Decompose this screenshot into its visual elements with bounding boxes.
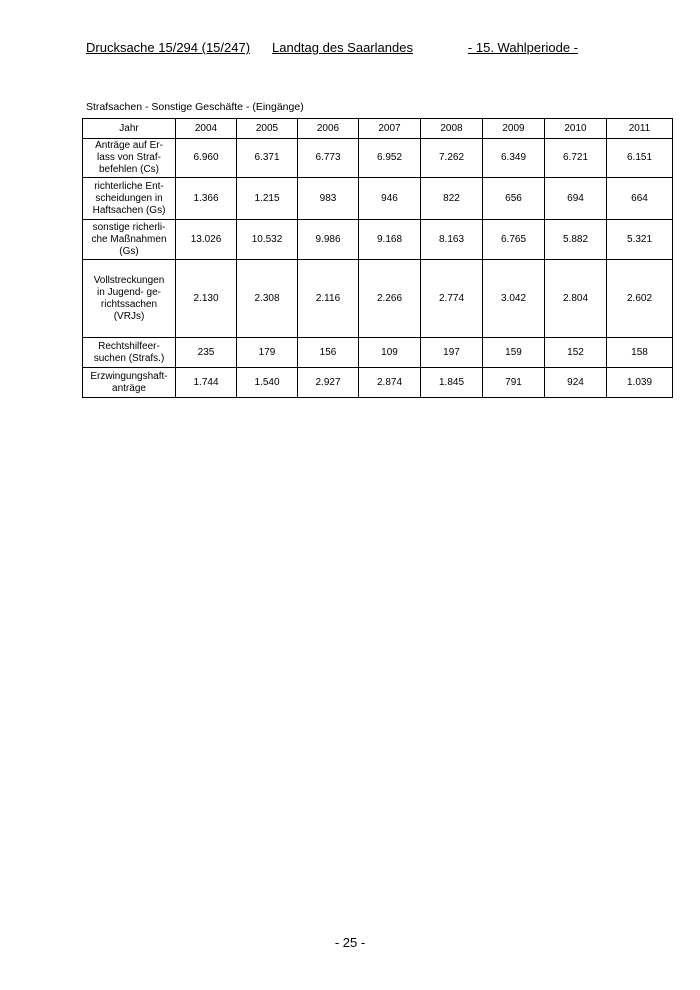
table-cell: 6.765 — [483, 220, 545, 260]
table-cell: 156 — [298, 338, 359, 368]
table-cell: 664 — [607, 178, 673, 220]
table-cell: 656 — [483, 178, 545, 220]
table-cell: 5.321 — [607, 220, 673, 260]
table-cell: 9.986 — [298, 220, 359, 260]
row-label: richterliche Ent- scheidungen in Haftsachen (Gs) — [83, 178, 176, 220]
column-header-year: 2008 — [421, 119, 483, 139]
table-cell: 109 — [359, 338, 421, 368]
header-legislative-period: - 15. Wahlperiode - — [467, 40, 578, 55]
table-cell: 2.804 — [545, 260, 607, 338]
table-cell: 7.262 — [421, 139, 483, 178]
table-cell: 6.371 — [237, 139, 298, 178]
table-cell: 2.130 — [176, 260, 237, 338]
page-number: - 25 - — [334, 935, 366, 950]
table-cell: 179 — [237, 338, 298, 368]
row-label: Erzwingungshaft- anträge — [83, 368, 176, 398]
table-cell: 235 — [176, 338, 237, 368]
table-cell: 1.744 — [176, 368, 237, 398]
row-label: sonstige richerli- che Maßnahmen (Gs) — [83, 220, 176, 260]
table-cell: 2.266 — [359, 260, 421, 338]
table-cell: 2.774 — [421, 260, 483, 338]
statistics-table — [82, 118, 673, 398]
table-cell: 6.151 — [607, 139, 673, 178]
page-header — [86, 40, 578, 60]
column-header-label: Jahr — [83, 119, 176, 139]
table-cell: 3.042 — [483, 260, 545, 338]
header-parliament: Landtag des Saarlandes — [272, 40, 413, 55]
table-header-row — [83, 119, 673, 139]
table-cell: 1.845 — [421, 368, 483, 398]
column-header-year: 2006 — [298, 119, 359, 139]
table-cell: 6.773 — [298, 139, 359, 178]
table-row — [83, 260, 673, 338]
table-row — [83, 368, 673, 398]
table-cell: 6.952 — [359, 139, 421, 178]
table-cell: 1.540 — [237, 368, 298, 398]
column-header-year: 2007 — [359, 119, 421, 139]
table-cell: 946 — [359, 178, 421, 220]
table-cell: 2.602 — [607, 260, 673, 338]
column-header-year: 2009 — [483, 119, 545, 139]
table-cell: 152 — [545, 338, 607, 368]
table-row — [83, 139, 673, 178]
table-cell: 10.532 — [237, 220, 298, 260]
table-cell: 924 — [545, 368, 607, 398]
table-cell: 1.039 — [607, 368, 673, 398]
table-cell: 983 — [298, 178, 359, 220]
table-cell: 13.026 — [176, 220, 237, 260]
table-cell: 9.168 — [359, 220, 421, 260]
table-cell: 2.308 — [237, 260, 298, 338]
column-header-year: 2011 — [607, 119, 673, 139]
table-cell: 159 — [483, 338, 545, 368]
table-cell: 5.882 — [545, 220, 607, 260]
table-cell: 694 — [545, 178, 607, 220]
table-cell: 791 — [483, 368, 545, 398]
table-cell: 2.927 — [298, 368, 359, 398]
row-label: Rechtshilfeer- suchen (Strafs.) — [83, 338, 176, 368]
column-header-year: 2005 — [237, 119, 298, 139]
table-cell: 1.215 — [237, 178, 298, 220]
table-cell: 6.960 — [176, 139, 237, 178]
row-label: Vollstreckungen in Jugend- ge- richtssachen (VRJs) — [83, 260, 176, 338]
table-caption: Strafsachen - Sonstige Geschäfte - (Eingänge) — [86, 101, 304, 113]
row-label: Anträge auf Er- lass von Straf- befehlen (Cs) — [83, 139, 176, 178]
table-cell: 197 — [421, 338, 483, 368]
table-cell: 6.721 — [545, 139, 607, 178]
table-cell: 2.874 — [359, 368, 421, 398]
table-cell: 1.366 — [176, 178, 237, 220]
table-row — [83, 178, 673, 220]
table-cell: 8.163 — [421, 220, 483, 260]
table-cell: 2.116 — [298, 260, 359, 338]
column-header-year: 2010 — [545, 119, 607, 139]
table-row — [83, 220, 673, 260]
table-row — [83, 338, 673, 368]
table-cell: 158 — [607, 338, 673, 368]
header-document-number: Drucksache 15/294 (15/247) — [86, 40, 251, 55]
table-cell: 822 — [421, 178, 483, 220]
column-header-year: 2004 — [176, 119, 237, 139]
table-cell: 6.349 — [483, 139, 545, 178]
